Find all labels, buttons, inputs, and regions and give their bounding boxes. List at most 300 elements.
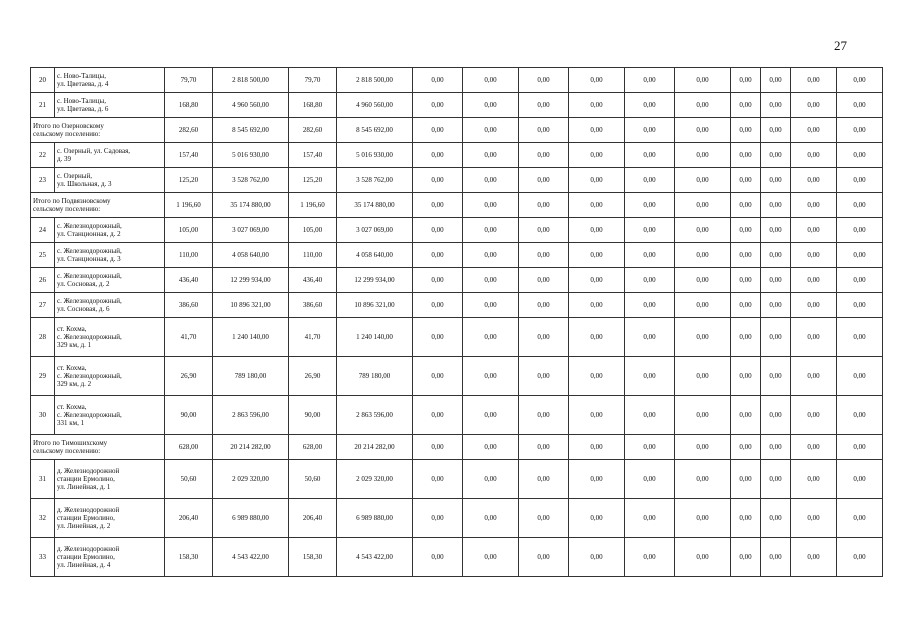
value-cell: 0,00 — [569, 396, 625, 435]
value-cell: 35 174 880,00 — [337, 193, 413, 218]
address-line: 329 км, д. 1 — [57, 341, 92, 349]
address-line: ул. Линейная, д. 2 — [57, 522, 111, 530]
value-cell: 0,00 — [791, 143, 837, 168]
value-cell: 125,20 — [165, 168, 213, 193]
address-cell — [55, 499, 165, 538]
table-row — [31, 460, 883, 499]
value-cell: 0,00 — [791, 396, 837, 435]
address-line: Итого по Озерновскому — [33, 122, 104, 130]
value-cell: 12 299 934,00 — [213, 268, 289, 293]
value-cell: 0,00 — [791, 538, 837, 577]
value-cell: 0,00 — [569, 218, 625, 243]
value-cell: 0,00 — [731, 143, 761, 168]
value-cell: 0,00 — [761, 460, 791, 499]
value-cell: 3 027 069,00 — [213, 218, 289, 243]
row-number: 25 — [31, 243, 55, 268]
address-line: с. Железнодорожный, — [57, 372, 122, 380]
value-cell: 3 027 069,00 — [337, 218, 413, 243]
address-line: с. Железнодорожный, — [57, 411, 122, 419]
value-cell: 2 863 596,00 — [213, 396, 289, 435]
value-cell: 0,00 — [731, 357, 761, 396]
value-cell: 0,00 — [675, 396, 731, 435]
address-cell — [55, 68, 165, 93]
value-cell: 0,00 — [413, 193, 463, 218]
value-cell: 4 058 640,00 — [213, 243, 289, 268]
value-cell: 41,70 — [289, 318, 337, 357]
address-line: ул. Станционная, д. 2 — [57, 230, 121, 238]
value-cell: 0,00 — [413, 118, 463, 143]
value-cell: 0,00 — [731, 118, 761, 143]
row-number: 31 — [31, 460, 55, 499]
address-line: д. 39 — [57, 155, 72, 163]
value-cell: 789 180,00 — [213, 357, 289, 396]
value-cell: 0,00 — [761, 499, 791, 538]
address-line: ст. Кохма, — [57, 364, 87, 372]
value-cell: 0,00 — [837, 268, 883, 293]
value-cell: 0,00 — [731, 318, 761, 357]
value-cell: 26,90 — [165, 357, 213, 396]
value-cell: 628,00 — [289, 435, 337, 460]
value-cell: 0,00 — [791, 435, 837, 460]
table-row — [31, 357, 883, 396]
value-cell: 0,00 — [761, 118, 791, 143]
value-cell: 0,00 — [625, 243, 675, 268]
value-cell: 0,00 — [761, 435, 791, 460]
value-cell: 5 016 930,00 — [337, 143, 413, 168]
value-cell: 0,00 — [519, 460, 569, 499]
address-cell — [55, 143, 165, 168]
value-cell: 0,00 — [463, 193, 519, 218]
value-cell: 0,00 — [791, 118, 837, 143]
value-cell: 0,00 — [625, 396, 675, 435]
value-cell: 0,00 — [413, 318, 463, 357]
address-line: с. Железнодорожный, — [57, 247, 122, 255]
row-number: 23 — [31, 168, 55, 193]
value-cell: 2 818 500,00 — [213, 68, 289, 93]
value-cell: 168,80 — [289, 93, 337, 118]
value-cell: 0,00 — [519, 435, 569, 460]
value-cell: 0,00 — [791, 357, 837, 396]
value-cell: 8 545 692,00 — [337, 118, 413, 143]
value-cell: 0,00 — [791, 460, 837, 499]
address-line: с. Ново-Талицы, — [57, 97, 106, 105]
value-cell: 0,00 — [675, 538, 731, 577]
table-row — [31, 293, 883, 318]
value-cell: 0,00 — [569, 168, 625, 193]
value-cell: 0,00 — [569, 435, 625, 460]
value-cell: 0,00 — [675, 168, 731, 193]
value-cell: 4 960 560,00 — [213, 93, 289, 118]
value-cell: 2 863 596,00 — [337, 396, 413, 435]
value-cell: 0,00 — [837, 168, 883, 193]
table-row — [31, 168, 883, 193]
address-cell — [55, 460, 165, 499]
value-cell: 3 528 762,00 — [213, 168, 289, 193]
value-cell: 0,00 — [837, 193, 883, 218]
value-cell: 0,00 — [625, 68, 675, 93]
value-cell: 0,00 — [463, 396, 519, 435]
value-cell: 0,00 — [731, 538, 761, 577]
value-cell: 0,00 — [791, 499, 837, 538]
value-cell: 0,00 — [731, 93, 761, 118]
table-row — [31, 243, 883, 268]
value-cell: 125,20 — [289, 168, 337, 193]
value-cell: 0,00 — [519, 218, 569, 243]
address-cell — [55, 93, 165, 118]
address-cell — [55, 357, 165, 396]
value-cell: 0,00 — [463, 538, 519, 577]
value-cell: 0,00 — [519, 538, 569, 577]
address-cell — [55, 396, 165, 435]
address-cell — [55, 168, 165, 193]
value-cell: 0,00 — [731, 243, 761, 268]
value-cell: 0,00 — [625, 538, 675, 577]
value-cell: 0,00 — [519, 193, 569, 218]
value-cell: 0,00 — [675, 318, 731, 357]
total-row — [31, 118, 883, 143]
value-cell: 0,00 — [761, 193, 791, 218]
address-line: 331 км, 1 — [57, 419, 85, 427]
value-cell: 0,00 — [519, 143, 569, 168]
value-cell: 0,00 — [569, 193, 625, 218]
address-line: д. Железнодорожной — [57, 506, 120, 514]
row-number: 21 — [31, 93, 55, 118]
value-cell: 5 016 930,00 — [213, 143, 289, 168]
address-line: сельскому поселению: — [33, 447, 101, 455]
value-cell: 0,00 — [413, 396, 463, 435]
value-cell: 0,00 — [675, 93, 731, 118]
table-row — [31, 93, 883, 118]
value-cell: 0,00 — [761, 357, 791, 396]
value-cell: 436,40 — [165, 268, 213, 293]
value-cell: 0,00 — [675, 143, 731, 168]
value-cell: 0,00 — [413, 538, 463, 577]
value-cell: 2 029 320,00 — [337, 460, 413, 499]
address-cell — [55, 318, 165, 357]
table-row — [31, 396, 883, 435]
address-line: с. Железнодорожный, — [57, 297, 122, 305]
address-cell — [55, 218, 165, 243]
value-cell: 2 029 320,00 — [213, 460, 289, 499]
value-cell: 4 543 422,00 — [337, 538, 413, 577]
value-cell: 0,00 — [625, 93, 675, 118]
value-cell: 206,40 — [289, 499, 337, 538]
table-body — [31, 68, 883, 577]
address-line: с. Железнодорожный, — [57, 333, 122, 341]
address-line: с. Озерный, ул. Садовая, — [57, 147, 131, 155]
value-cell: 0,00 — [791, 193, 837, 218]
value-cell: 79,70 — [165, 68, 213, 93]
address-line: с. Ново-Талицы, — [57, 72, 106, 80]
address-line: сельскому поселению: — [33, 130, 101, 138]
row-number: 33 — [31, 538, 55, 577]
value-cell: 0,00 — [791, 68, 837, 93]
value-cell: 0,00 — [519, 396, 569, 435]
table-row — [31, 218, 883, 243]
value-cell: 0,00 — [625, 435, 675, 460]
value-cell: 0,00 — [731, 68, 761, 93]
value-cell: 0,00 — [413, 93, 463, 118]
value-cell: 0,00 — [837, 396, 883, 435]
row-number: 24 — [31, 218, 55, 243]
value-cell: 0,00 — [463, 318, 519, 357]
value-cell: 1 196,60 — [165, 193, 213, 218]
value-cell: 90,00 — [165, 396, 213, 435]
value-cell: 0,00 — [625, 268, 675, 293]
value-cell: 0,00 — [761, 318, 791, 357]
value-cell: 20 214 282,00 — [213, 435, 289, 460]
value-cell: 0,00 — [675, 460, 731, 499]
row-number: 26 — [31, 268, 55, 293]
value-cell: 386,60 — [289, 293, 337, 318]
value-cell: 0,00 — [675, 193, 731, 218]
value-cell: 0,00 — [731, 268, 761, 293]
value-cell: 0,00 — [761, 168, 791, 193]
value-cell: 0,00 — [569, 268, 625, 293]
page-number: 27 — [834, 38, 847, 53]
total-row — [31, 435, 883, 460]
value-cell: 50,60 — [289, 460, 337, 499]
address-line: ст. Кохма, — [57, 325, 87, 333]
address-line: ул. Сосновая, д. 6 — [57, 305, 110, 313]
value-cell: 1 240 140,00 — [213, 318, 289, 357]
total-row — [31, 193, 883, 218]
value-cell: 0,00 — [675, 268, 731, 293]
value-cell: 0,00 — [413, 499, 463, 538]
value-cell: 0,00 — [569, 93, 625, 118]
value-cell: 436,40 — [289, 268, 337, 293]
value-cell: 0,00 — [463, 268, 519, 293]
row-number: 27 — [31, 293, 55, 318]
value-cell: 0,00 — [791, 168, 837, 193]
value-cell: 0,00 — [463, 243, 519, 268]
address-cell — [55, 243, 165, 268]
value-cell: 0,00 — [837, 460, 883, 499]
value-cell: 0,00 — [413, 435, 463, 460]
value-cell: 0,00 — [519, 293, 569, 318]
value-cell: 0,00 — [413, 243, 463, 268]
value-cell: 0,00 — [761, 218, 791, 243]
value-cell: 158,30 — [289, 538, 337, 577]
housing-program-table — [30, 67, 883, 577]
value-cell: 0,00 — [625, 168, 675, 193]
address-line: Итого по Тимошихскому — [33, 439, 108, 447]
value-cell: 158,30 — [165, 538, 213, 577]
value-cell: 0,00 — [519, 118, 569, 143]
value-cell: 0,00 — [625, 193, 675, 218]
table-row — [31, 143, 883, 168]
address-line: ул. Сосновая, д. 2 — [57, 280, 110, 288]
address-line: 329 км, д. 2 — [57, 380, 92, 388]
value-cell: 0,00 — [569, 499, 625, 538]
value-cell: 0,00 — [837, 93, 883, 118]
value-cell: 0,00 — [463, 143, 519, 168]
value-cell: 41,70 — [165, 318, 213, 357]
value-cell: 0,00 — [413, 293, 463, 318]
row-number: 30 — [31, 396, 55, 435]
value-cell: 0,00 — [463, 168, 519, 193]
value-cell: 0,00 — [463, 460, 519, 499]
value-cell: 0,00 — [519, 68, 569, 93]
value-cell: 0,00 — [625, 318, 675, 357]
value-cell: 0,00 — [731, 396, 761, 435]
value-cell: 1 240 140,00 — [337, 318, 413, 357]
table-row — [31, 538, 883, 577]
address-cell — [55, 268, 165, 293]
value-cell: 0,00 — [569, 118, 625, 143]
value-cell: 789 180,00 — [337, 357, 413, 396]
address-cell — [55, 538, 165, 577]
address-line: ул. Цветаева, д. 6 — [57, 105, 109, 113]
value-cell: 0,00 — [625, 357, 675, 396]
value-cell: 0,00 — [675, 435, 731, 460]
value-cell: 12 299 934,00 — [337, 268, 413, 293]
value-cell: 0,00 — [463, 499, 519, 538]
table-row — [31, 499, 883, 538]
value-cell: 0,00 — [463, 68, 519, 93]
table-row — [31, 68, 883, 93]
value-cell: 0,00 — [837, 357, 883, 396]
value-cell: 0,00 — [569, 243, 625, 268]
value-cell: 79,70 — [289, 68, 337, 93]
value-cell: 90,00 — [289, 396, 337, 435]
address-line: сельскому поселению: — [33, 205, 101, 213]
value-cell: 4 960 560,00 — [337, 93, 413, 118]
address-line: ул. Станционная, д. 3 — [57, 255, 121, 263]
value-cell: 0,00 — [569, 538, 625, 577]
value-cell: 1 196,60 — [289, 193, 337, 218]
value-cell: 35 174 880,00 — [213, 193, 289, 218]
value-cell: 0,00 — [413, 143, 463, 168]
value-cell: 0,00 — [463, 218, 519, 243]
value-cell: 20 214 282,00 — [337, 435, 413, 460]
value-cell: 0,00 — [675, 243, 731, 268]
value-cell: 628,00 — [165, 435, 213, 460]
value-cell: 0,00 — [761, 68, 791, 93]
value-cell: 0,00 — [791, 268, 837, 293]
value-cell: 0,00 — [413, 268, 463, 293]
value-cell: 0,00 — [569, 293, 625, 318]
value-cell: 0,00 — [625, 143, 675, 168]
value-cell: 10 896 321,00 — [213, 293, 289, 318]
value-cell: 26,90 — [289, 357, 337, 396]
value-cell: 0,00 — [731, 499, 761, 538]
value-cell: 0,00 — [791, 318, 837, 357]
value-cell: 0,00 — [463, 118, 519, 143]
value-cell: 0,00 — [625, 118, 675, 143]
value-cell: 0,00 — [761, 538, 791, 577]
table-row — [31, 268, 883, 293]
value-cell: 0,00 — [731, 193, 761, 218]
row-number: 29 — [31, 357, 55, 396]
value-cell: 282,60 — [165, 118, 213, 143]
value-cell: 0,00 — [413, 168, 463, 193]
row-number: 28 — [31, 318, 55, 357]
value-cell: 0,00 — [519, 499, 569, 538]
value-cell: 6 989 880,00 — [337, 499, 413, 538]
value-cell: 0,00 — [731, 218, 761, 243]
value-cell: 0,00 — [569, 318, 625, 357]
address-line: ул. Цветаева, д. 4 — [57, 80, 109, 88]
value-cell: 0,00 — [837, 499, 883, 538]
value-cell: 0,00 — [761, 293, 791, 318]
value-cell: 0,00 — [413, 357, 463, 396]
value-cell: 0,00 — [675, 218, 731, 243]
address-line: ул. Линейная, д. 4 — [57, 561, 111, 569]
value-cell: 0,00 — [761, 143, 791, 168]
address-line: станции Ермолино, — [57, 475, 115, 483]
address-line: с. Железнодорожный, — [57, 222, 122, 230]
value-cell: 0,00 — [837, 293, 883, 318]
value-cell: 282,60 — [289, 118, 337, 143]
value-cell: 110,00 — [289, 243, 337, 268]
address-line: с. Озерный, — [57, 172, 92, 180]
total-label — [31, 435, 165, 460]
value-cell: 0,00 — [625, 460, 675, 499]
value-cell: 0,00 — [413, 460, 463, 499]
value-cell: 6 989 880,00 — [213, 499, 289, 538]
value-cell: 0,00 — [837, 538, 883, 577]
value-cell: 0,00 — [519, 318, 569, 357]
value-cell: 0,00 — [413, 68, 463, 93]
value-cell: 0,00 — [519, 168, 569, 193]
value-cell: 105,00 — [165, 218, 213, 243]
value-cell: 50,60 — [165, 460, 213, 499]
value-cell: 386,60 — [165, 293, 213, 318]
table-row — [31, 318, 883, 357]
address-line: ул. Школьная, д. 3 — [57, 180, 112, 188]
value-cell: 0,00 — [761, 268, 791, 293]
value-cell: 0,00 — [731, 435, 761, 460]
value-cell: 0,00 — [463, 357, 519, 396]
value-cell: 0,00 — [625, 499, 675, 538]
value-cell: 0,00 — [625, 293, 675, 318]
value-cell: 168,80 — [165, 93, 213, 118]
value-cell: 2 818 500,00 — [337, 68, 413, 93]
value-cell: 0,00 — [413, 218, 463, 243]
value-cell: 0,00 — [519, 357, 569, 396]
value-cell: 0,00 — [791, 293, 837, 318]
value-cell: 0,00 — [675, 357, 731, 396]
value-cell: 0,00 — [837, 143, 883, 168]
value-cell: 0,00 — [837, 435, 883, 460]
address-line: Итого по Подвязновскому — [33, 197, 111, 205]
value-cell: 8 545 692,00 — [213, 118, 289, 143]
row-number: 20 — [31, 68, 55, 93]
value-cell: 0,00 — [837, 318, 883, 357]
value-cell: 0,00 — [731, 168, 761, 193]
value-cell: 4 058 640,00 — [337, 243, 413, 268]
value-cell: 0,00 — [675, 499, 731, 538]
value-cell: 0,00 — [519, 243, 569, 268]
value-cell: 0,00 — [761, 243, 791, 268]
value-cell: 0,00 — [625, 218, 675, 243]
value-cell: 0,00 — [569, 143, 625, 168]
value-cell: 0,00 — [675, 68, 731, 93]
value-cell: 0,00 — [519, 268, 569, 293]
value-cell: 206,40 — [165, 499, 213, 538]
value-cell: 0,00 — [731, 293, 761, 318]
address-line: станции Ермолино, — [57, 553, 115, 561]
value-cell: 157,40 — [165, 143, 213, 168]
value-cell: 105,00 — [289, 218, 337, 243]
value-cell: 0,00 — [569, 68, 625, 93]
value-cell: 0,00 — [791, 93, 837, 118]
address-line: станции Ермолино, — [57, 514, 115, 522]
value-cell: 0,00 — [761, 93, 791, 118]
value-cell: 0,00 — [519, 93, 569, 118]
value-cell: 0,00 — [569, 460, 625, 499]
